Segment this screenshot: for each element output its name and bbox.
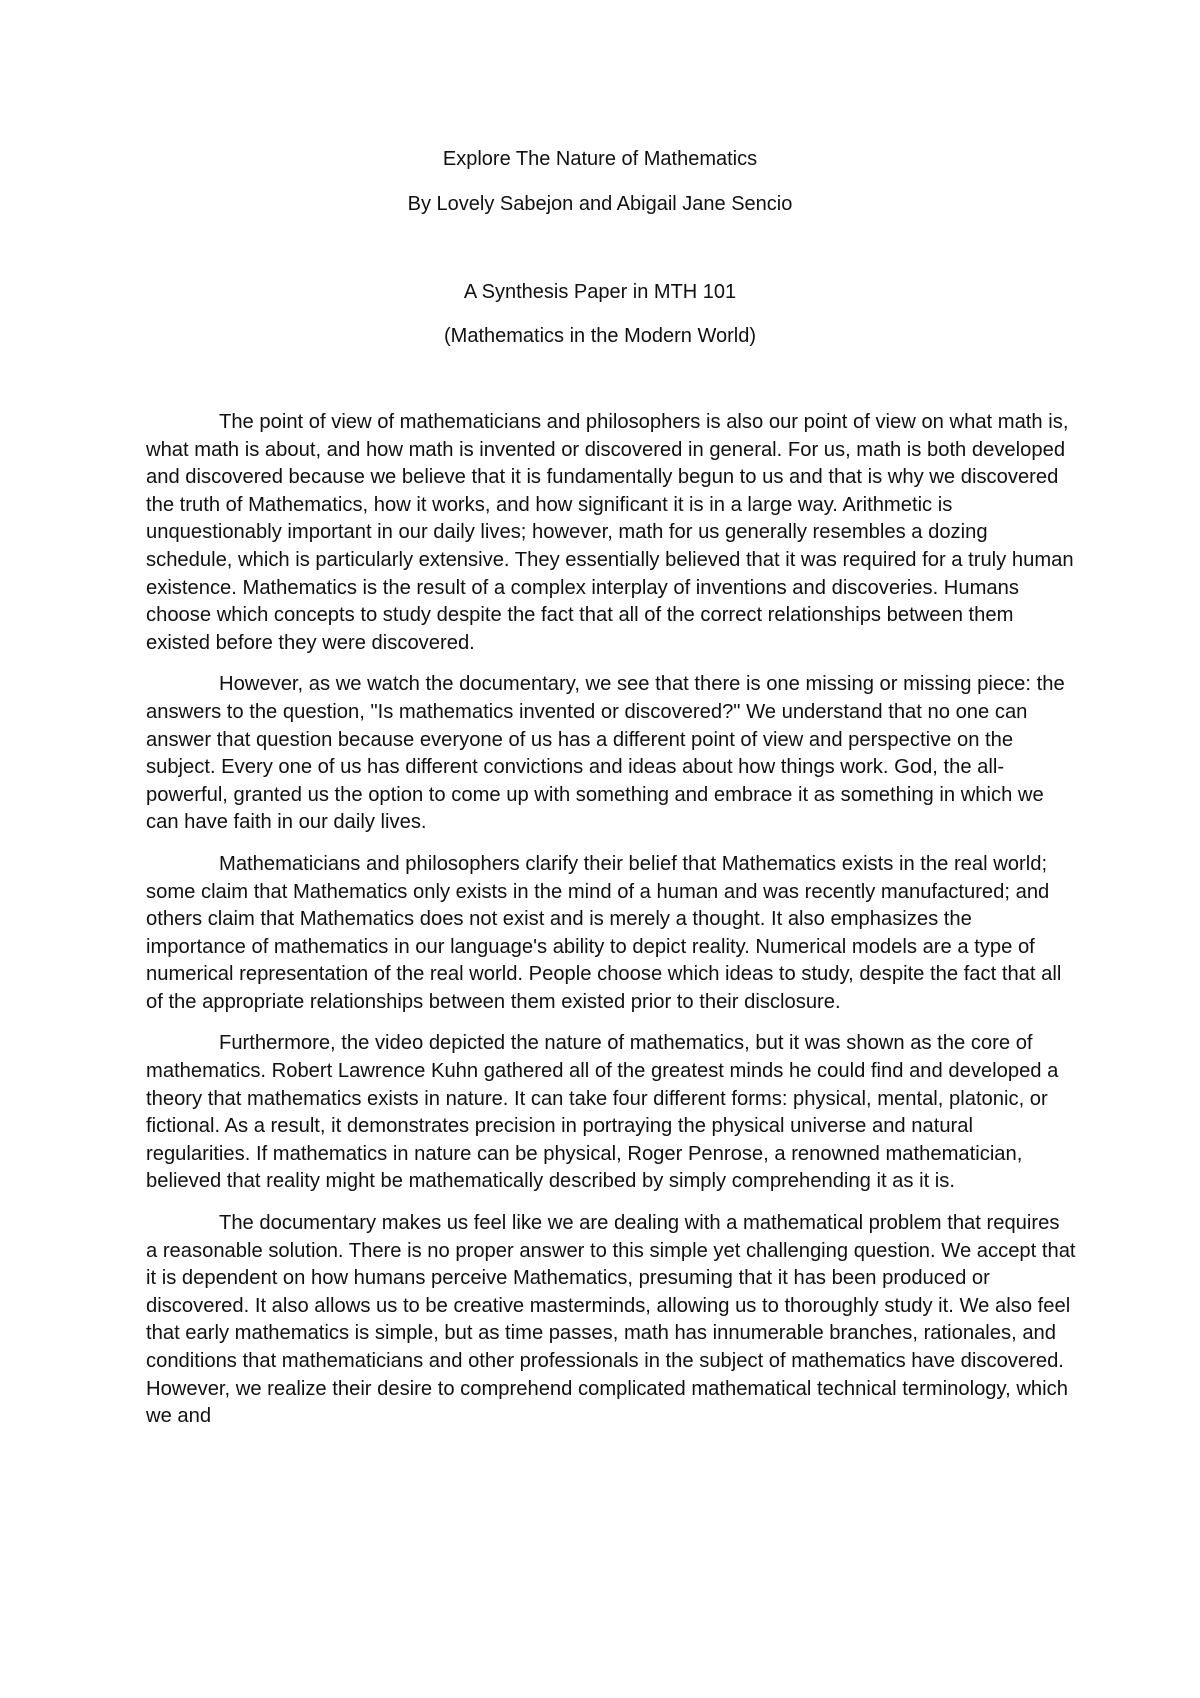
document-body: [146, 409, 1076, 1445]
paragraph: However, as we watch the documentary, we see that there is one missing or missing piece: the answers to the question, "Is mathematics invented or discovered?" We understand that no one can answer that question because everyone of us has a different point of view and perspective on the subject. Every one of us has different convictions and ideas about how things work. God, the all-powerful, granted us the option to come up with something and embrace it as something in which we can have faith in our daily lives.: [146, 673, 1065, 834]
paragraph: Mathematicians and philosophers clarify their belief that Mathematics exists in the real world; some claim that Mathematics only exists in the mind of a human and was recently manufactured; and others claim that Mathematics does not exist and is merely a thought. It also emphasizes the importance of mathematics in our language's ability to depict reality. Numerical models are a type of numerical representation of the real world. People choose which ideas to study, despite the fact that all of the appropriate relationships between them existed prior to their disclosure.: [146, 852, 1062, 1013]
document-subtitle: A Synthesis Paper in MTH 101: [463, 281, 737, 303]
course-name: (Mathematics in the Modern World): [444, 325, 756, 347]
paragraph: The documentary makes us feel like we are dealing with a mathematical problem that requires a reasonable solution. There is no proper answer to this simple yet challenging question. We accept that it is dependent on how humans perceive Mathematics, presuming that it has been produced or discovered. It also allows us to be creative masterminds, allowing us to thoroughly study it. We also feel that early mathematics is simple, but as time passes, math has innumerable branches, rationales, and conditions that mathematicians and other professionals in the subject of mathematics have discovered. However, we realize their desire to comprehend complicated mathematical technical terminology, which we and: [146, 1212, 1076, 1428]
document-title: Explore The Nature of Mathematics: [442, 148, 758, 170]
paragraph: The point of view of mathematicians and philosophers is also our point of view on what math is, what math is about, and how math is invented or discovered in general. For us, math is both developed and discovered because we believe that it is fundamentally begun to us and that is why we discovered the truth of Mathematics, how it works, and how significant it is in a large way. Arithmetic is unquestionably important in our daily lives; however, math for us generally resembles a dozing schedule, which is particularly extensive. They essentially believed that it was required for a truly human existence. Mathematics is the result of a complex interplay of inventions and discoveries. Humans choose which concepts to study despite the fact that all of the correct relationships between them existed before they were discovered.: [146, 411, 1074, 654]
document-authors: By Lovely Sabejon and Abigail Jane Sencio: [407, 193, 793, 215]
paragraph: Furthermore, the video depicted the nature of mathematics, but it was shown as the core of mathematics. Robert Lawrence Kuhn gathered all of the greatest minds he could find and developed a theory that mathematics exists in nature. It can take four different forms: physical, mental, platonic, or fictional. As a result, it demonstrates precision in portraying the physical universe and natural regularities. If mathematics in nature can be physical, Roger Penrose, a renowned mathematician, believed that reality might be mathematically described by simply comprehending it as it is.: [146, 1032, 1059, 1193]
